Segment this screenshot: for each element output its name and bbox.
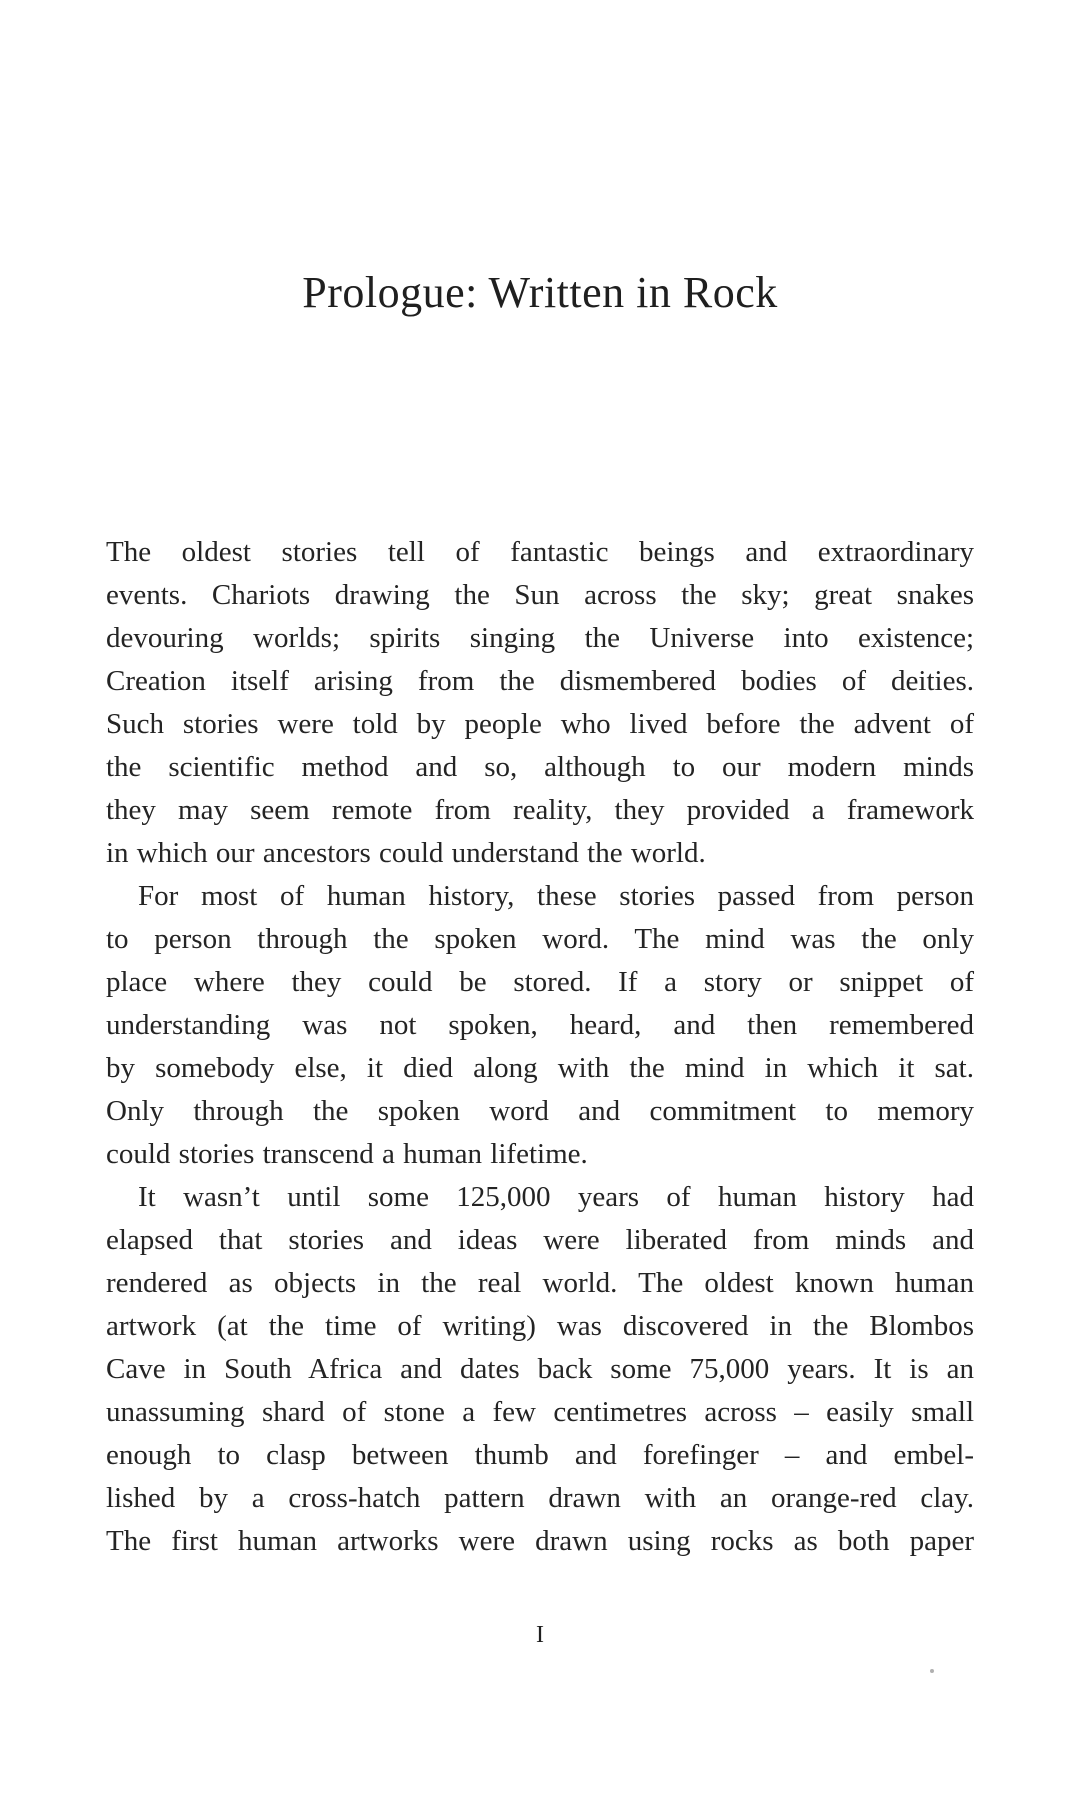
paragraph [106,1176,974,1563]
text-line: It wasn’t until some 125,000 years of human history had [138,1181,974,1213]
text-line: Cave in South Africa and dates back some 75,000 years. It is an [106,1353,974,1385]
chapter-title: Prologue: Written in Rock [302,268,778,317]
paragraph [106,531,974,875]
text-line: enough to clasp between thumb and forefinger – and embel- [106,1439,974,1471]
text-line: Only through the spoken word and commitment to memory [106,1095,974,1127]
paragraph [106,875,974,1176]
text-line: The first human artworks were drawn using rocks as both paper [106,1525,974,1557]
text-line: could stories transcend a human lifetime. [106,1138,588,1170]
text-line: by somebody else, it died along with the mind in which it sat. [106,1052,974,1084]
text-line: devouring worlds; spirits singing the Universe into existence; [106,622,974,654]
page-number: I [536,1622,544,1648]
text-line: to person through the spoken word. The mind was the only [106,923,974,955]
text-line: artwork (at the time of writing) was discovered in the Blombos [106,1310,974,1342]
text-line: place where they could be stored. If a story or snippet of [106,966,974,998]
text-line: they may seem remote from reality, they provided a framework [106,794,974,826]
text-line: events. Chariots drawing the Sun across the sky; great snakes [106,579,974,611]
text-line: rendered as objects in the real world. The oldest known human [106,1267,974,1299]
text-line: understanding was not spoken, heard, and then remembered [106,1009,974,1041]
text-line: unassuming shard of stone a few centimetres across – easily small [106,1396,974,1428]
body-text [106,531,974,1563]
text-line: The oldest stories tell of fantastic beings and extraordinary [106,536,974,568]
text-line: For most of human history, these stories passed from person [138,880,974,912]
text-line: elapsed that stories and ideas were liberated from minds and [106,1224,974,1256]
text-line: Such stories were told by people who lived before the advent of [106,708,974,740]
text-line: lished by a cross-hatch pattern drawn with an orange-red clay. [106,1482,974,1514]
scan-speck [930,1669,934,1673]
text-line: Creation itself arising from the dismembered bodies of deities. [106,665,974,697]
text-line: the scientific method and so, although to our modern minds [106,751,974,783]
text-line: in which our ancestors could understand the world. [106,837,706,869]
